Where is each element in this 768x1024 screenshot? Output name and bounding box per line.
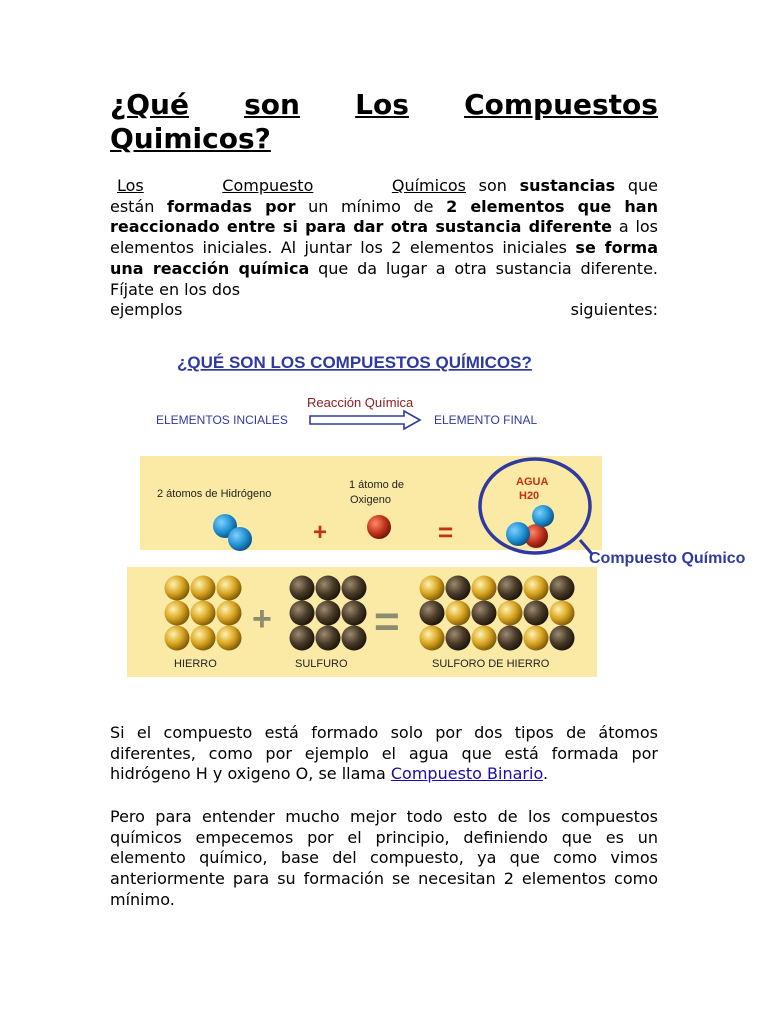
compound-callout: Compuesto Químico [589, 550, 746, 567]
reaction-arrow-icon [310, 411, 420, 429]
iron-sulfide-atom [472, 576, 497, 601]
iron-atom [217, 576, 242, 601]
equals-sign: = [438, 517, 454, 547]
sulfur-atom [342, 626, 367, 651]
water-hydrogen-atom [506, 522, 530, 546]
iron-sulfide-atom [420, 626, 445, 651]
plus-sign-2: + [252, 600, 272, 638]
title-line-2: Quimicos? [110, 122, 271, 155]
title-word: ¿Qué [110, 88, 189, 121]
binary-paragraph [110, 723, 658, 785]
bold-run: se forma una reacción química [110, 238, 658, 278]
iron-atom [165, 626, 190, 651]
iron-atom [165, 576, 190, 601]
title-word: son [244, 88, 300, 121]
iron-sulfide-atom [498, 601, 523, 626]
sulfur-atom [342, 576, 367, 601]
figure-heading: ¿QUÉ SON LOS COMPUESTOS QUÍMICOS? [177, 353, 532, 372]
text-run: a los elementos iniciales. Al juntar los 2 elementos iniciales [110, 217, 659, 258]
initial-label: ELEMENTOS INCIALES [156, 413, 288, 427]
hydrogen-atom [228, 527, 252, 551]
text-run: son [466, 176, 520, 195]
compounds-figure [122, 340, 768, 685]
iron-sulfide-atom [524, 576, 549, 601]
iron-sulfide-atom [550, 576, 575, 601]
sulfur-atom [316, 601, 341, 626]
iron-sulfide-atom [524, 626, 549, 651]
plus-sign: + [313, 519, 328, 546]
last-line [110, 300, 658, 321]
iron-atom [217, 601, 242, 626]
iron-atom [191, 576, 216, 601]
text-run: que están [110, 176, 659, 216]
intro-paragraph [110, 176, 658, 321]
sulfur-label: SULFURO [295, 658, 348, 670]
title-word: Compuestos [464, 88, 658, 121]
lead-word: Compuesto [222, 176, 314, 195]
binary-compound-link[interactable]: Compuesto Binario [390, 764, 543, 784]
sulfur-atom [342, 601, 367, 626]
iron-atoms [165, 576, 242, 651]
iron-atom [191, 626, 216, 651]
hydrogen-label: 2 átomos de Hidrógeno [157, 488, 272, 500]
iron-atom [191, 601, 216, 626]
text-run: siguientes: [570, 300, 658, 320]
oxygen-label-1: 1 átomo de [349, 479, 405, 491]
iron-atom [165, 601, 190, 626]
element-paragraph [110, 807, 658, 911]
equals-sign-2: = [374, 597, 400, 646]
water-label-2: H20 [519, 490, 540, 502]
bold-run: formadas por [166, 196, 296, 216]
title-word: Los [355, 88, 409, 121]
text-run: un mínimo de [295, 196, 447, 216]
iron-sulfide-atom [446, 576, 471, 601]
sulfur-atom [290, 601, 315, 626]
iron-sulfide-atom [420, 601, 445, 626]
iron-sulfide-atom [472, 601, 497, 626]
iron-sulfide-atom [550, 626, 575, 651]
text-run: . [542, 764, 549, 784]
page-title [110, 88, 658, 156]
reaction-label: Reacción Química [307, 395, 414, 410]
iron-sulfide-atom [498, 576, 523, 601]
text-run: Si el compuesto está formado solo por dos tipos de átomos diferentes, como por ejemplo el agua que está formada por hidrógeno H y oxigeno O, se llama [110, 723, 658, 784]
iron-sulfide-atom [472, 626, 497, 651]
lead-word: Químicos [391, 176, 466, 195]
iron-sulfide-atom [446, 601, 471, 626]
iron-sulfide-atom [550, 601, 575, 626]
text-run: Pero para entender mucho mejor todo esto de los compuestos químicos empecemos por el principio, definiendo que es un elemento químico, base del compuesto, ya que como vimos anteriormente para su formación se necesitan 2 elementos como mínimo. [110, 807, 658, 909]
iron-sulfide-atom [524, 601, 549, 626]
final-label: ELEMENTO FINAL [434, 413, 538, 427]
iron-label: HIERRO [174, 658, 217, 670]
water-label-1: AGUA [516, 476, 549, 488]
sulfur-atom [316, 626, 341, 651]
oxygen-atom [367, 515, 391, 539]
text-run: ejemplos [110, 300, 183, 320]
bold-run: sustancias [519, 176, 616, 195]
iron-sulfide-label: SULFORO DE HIERRO [432, 658, 550, 670]
lead-word: Los [117, 176, 144, 195]
iron-atom [217, 626, 242, 651]
oxygen-label-2: Oxigeno [350, 494, 391, 506]
lead-term [110, 176, 466, 197]
iron-sulfide-atom [498, 626, 523, 651]
water-hydrogen-atom [532, 505, 554, 527]
title-line-1 [110, 88, 658, 122]
sulfur-atom [290, 626, 315, 651]
iron-sulfide-atom [446, 626, 471, 651]
sulfur-atom [290, 576, 315, 601]
bold-run: 2 elementos que han reaccionado entre si para dar otra sustancia diferente [110, 196, 658, 237]
sulfur-atom [316, 576, 341, 601]
iron-sulfide-atom [420, 576, 445, 601]
sulfur-atoms [290, 576, 367, 651]
text-run: que da lugar a otra sustancia diferente. Fíjate en los dos [110, 258, 659, 299]
document-body [110, 88, 658, 321]
